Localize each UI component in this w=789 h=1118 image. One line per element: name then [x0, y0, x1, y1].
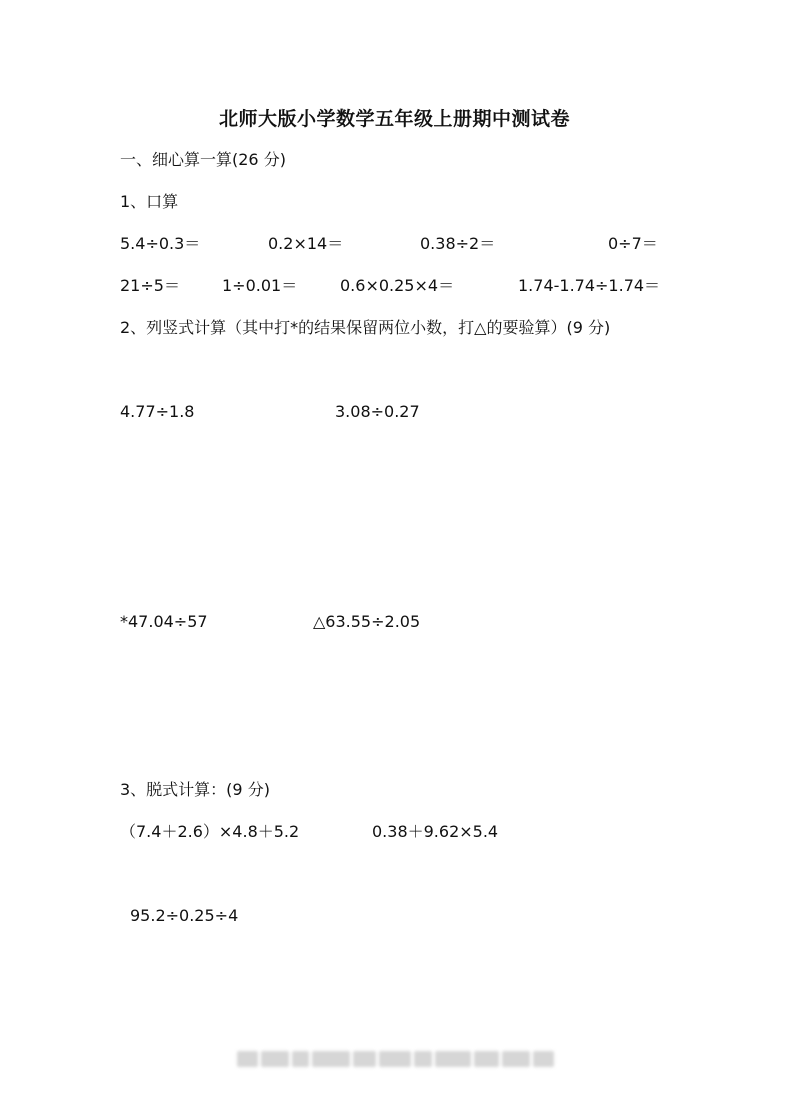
- oral-problem: 5.4÷0.3＝: [120, 234, 201, 253]
- vertical-problem: *47.04÷57: [120, 612, 208, 631]
- oral-problem: 1÷0.01＝: [222, 276, 298, 295]
- vertical-problem: △63.55÷2.05: [313, 612, 421, 631]
- oral-problem: 0.38÷2＝: [420, 234, 496, 253]
- part-heading-oral: 1、口算: [120, 192, 179, 211]
- vertical-problem: 4.77÷1.8: [120, 402, 195, 421]
- oral-problem: 21÷5＝: [120, 276, 180, 295]
- stepwise-problem: （7.4＋2.6）×4.8＋5.2: [120, 822, 300, 841]
- vertical-problem: 3.08÷0.27: [335, 402, 420, 421]
- page-title: 北师大版小学数学五年级上册期中测试卷: [218, 108, 570, 130]
- oral-problem: 0÷7＝: [608, 234, 658, 253]
- part-heading-stepwise: 3、脱式计算：(9 分): [120, 780, 270, 799]
- stepwise-problem: 95.2÷0.25÷4: [130, 906, 239, 925]
- section-heading-1: 一、细心算一算(26 分): [120, 150, 286, 169]
- oral-problem: 0.2×14＝: [268, 234, 344, 253]
- stepwise-problem: 0.38＋9.62×5.4: [372, 822, 499, 841]
- part-heading-vertical: 2、列竖式计算（其中打*的结果保留两位小数，打△的要验算）(9 分): [120, 318, 611, 337]
- blurred-footer-watermark: [237, 1051, 554, 1067]
- oral-problem: 0.6×0.25×4＝: [340, 276, 455, 295]
- oral-problem: 1.74-1.74÷1.74＝: [518, 276, 661, 295]
